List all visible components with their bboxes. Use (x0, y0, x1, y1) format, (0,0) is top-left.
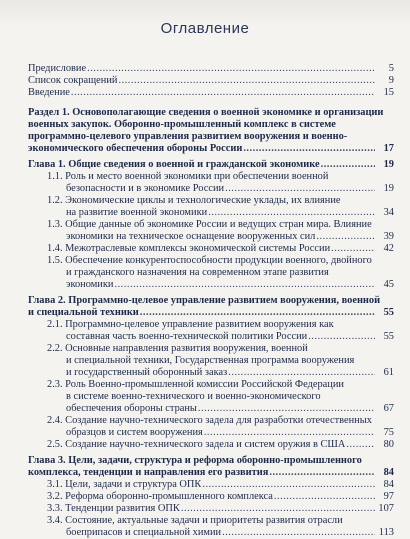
toc-chapter-title: Глава 2. Программно-целевое управление развитием вооружения, военной (28, 295, 381, 306)
toc-section-line: 2.1. Программно-целевое управление развитием вооружения как (47, 319, 334, 330)
leader-dots (204, 427, 375, 439)
toc-section-line: 3.2. Реформа оборонно-промышленного комплекса (47, 491, 273, 502)
toc-part-line: Раздел 1. Основополагающие сведения о военной экономике и организации (28, 107, 384, 118)
toc-part-1[interactable] (28, 107, 394, 155)
toc-section-line: 1.3. Общие данные об экономике России и ведущих стран мира. Влияние (47, 219, 372, 230)
toc-page-number: 84 (383, 479, 394, 490)
toc-section-line: 1.1. Роль и место военной экономики при обеспечении военной (47, 171, 329, 182)
toc-section-2-5[interactable] (28, 439, 394, 451)
toc-section-line: составная часть военно-технической политики России (66, 331, 308, 342)
toc-entry-preface[interactable] (28, 63, 394, 75)
leader-dots (346, 439, 375, 451)
toc-section-2-4[interactable] (28, 415, 394, 439)
leader-dots (118, 75, 375, 87)
toc-page-number: 55 (383, 331, 394, 342)
toc-part-line: военных закупок. Оборонно-промышленный комплекс в системе (28, 119, 336, 130)
toc-section-line: 2.3. Роль Военно-промышленной комиссии Российской Федерации (47, 379, 344, 390)
toc-chapter-2[interactable] (28, 295, 394, 319)
toc-chapter-3[interactable] (28, 455, 394, 479)
toc-page-number: 34 (383, 207, 394, 218)
toc-chapter-title: и специальной техники (28, 307, 139, 318)
table-of-contents (28, 63, 394, 539)
toc-section-line: 2.4. Создание научно-технического задела для разработки отечественных (47, 415, 372, 426)
leader-dots (181, 503, 375, 515)
toc-page-number: 75 (383, 427, 394, 438)
page-title: Оглавление (160, 20, 250, 37)
toc-section-2-2[interactable] (28, 343, 394, 379)
leader-dots (140, 307, 375, 319)
toc-part-line: экономического обеспечения обороны России (28, 143, 243, 154)
toc-section-3-2[interactable] (28, 491, 394, 503)
toc-page-number: 9 (388, 75, 394, 86)
toc-page-number: 84 (383, 467, 394, 478)
toc-entry-label: Предисловие (28, 63, 87, 74)
toc-section-2-3[interactable] (28, 379, 394, 415)
leader-dots (202, 479, 375, 491)
toc-section-line: 3.3. Тенденции развития ОПК (47, 503, 180, 514)
leader-dots (222, 527, 375, 539)
leader-dots (321, 159, 375, 171)
toc-section-line: и гражданского назначения на современном этапе развития (66, 267, 329, 278)
leader-dots (316, 231, 375, 243)
toc-chapter-title: комплекса, тенденции и направления его развития (28, 467, 269, 478)
leader-dots (87, 63, 375, 75)
toc-section-1-3[interactable] (28, 219, 394, 243)
leader-dots (243, 143, 375, 155)
toc-page-number: 107 (378, 503, 394, 514)
toc-entry-label: Список сокращений (28, 75, 118, 86)
toc-section-line: 1.2. Экономические циклы и технологические уклады, их влияние (47, 195, 341, 206)
toc-chapter-1[interactable] (28, 159, 394, 171)
toc-entry-introduction[interactable] (28, 87, 394, 99)
toc-chapter-title: Глава 3. Цели, задачи, структура и реформа оборонно-промышленного (28, 455, 362, 466)
leader-dots (225, 183, 375, 195)
toc-section-line: безопасности и в экономике России (66, 183, 225, 194)
toc-part-line: программно-целевого управления развитием вооружения и военно- (28, 131, 348, 142)
toc-page-number: 39 (383, 231, 394, 242)
toc-section-line: образцов и систем вооружения (66, 427, 203, 438)
toc-page-number: 42 (383, 243, 394, 254)
leader-dots (71, 87, 375, 99)
toc-section-3-1[interactable] (28, 479, 394, 491)
toc-page-number: 113 (378, 527, 394, 538)
toc-section-line: и государственный оборонный заказ (66, 367, 228, 378)
toc-section-line: экономики (66, 279, 114, 290)
leader-dots (308, 331, 375, 343)
toc-page-number: 15 (383, 87, 394, 98)
toc-section-line: 2.5. Создание научно-технического задела и систем оружия в США (47, 439, 346, 450)
toc-section-line: 2.2. Основные направления развития вооружения, военной (47, 343, 308, 354)
leader-dots (198, 403, 375, 415)
toc-section-line: экономики на техническое оснащение вооруженных сил (66, 231, 316, 242)
toc-page-number: 45 (383, 279, 394, 290)
toc-entry-abbreviations[interactable] (28, 75, 394, 87)
leader-dots (208, 207, 375, 219)
toc-section-line: в системе военно-технического и военно-экономического (66, 391, 321, 402)
toc-section-line: 3.1. Цели, задачи и структура ОПК (47, 479, 202, 490)
toc-entry-label: Введение (28, 87, 70, 98)
toc-section-3-3[interactable] (28, 503, 394, 515)
toc-page-number: 67 (383, 403, 394, 414)
toc-page-number: 80 (383, 439, 394, 450)
leader-dots (269, 467, 375, 479)
toc-section-2-1[interactable] (28, 319, 394, 343)
toc-section-1-2[interactable] (28, 195, 394, 219)
toc-section-line: боеприпасов и специальной химии (66, 527, 222, 538)
toc-section-1-5[interactable] (28, 255, 394, 291)
toc-page-number: 97 (383, 491, 394, 502)
leader-dots (331, 243, 375, 255)
leader-dots (274, 491, 375, 503)
toc-page-number: 17 (383, 143, 394, 154)
toc-page-number: 61 (383, 367, 394, 378)
toc-section-line: обеспечения обороны страны (66, 403, 197, 414)
toc-section-line: 1.4. Межотраслевые комплексы экономической системы России (47, 243, 331, 254)
toc-page-number: 19 (383, 183, 394, 194)
toc-section-line: на развитие военной экономики (66, 207, 208, 218)
toc-page-number: 5 (388, 63, 394, 74)
leader-dots (114, 279, 375, 291)
toc-section-1-1[interactable] (28, 171, 394, 195)
toc-section-line: и специальной техники, Государственная программа вооружения (66, 355, 355, 366)
toc-page-number: 55 (383, 307, 394, 318)
toc-section-line: 3.4. Состояние, актуальные задачи и приоритеты развития отрасли (47, 515, 343, 526)
toc-section-1-4[interactable] (28, 243, 394, 255)
leader-dots (228, 367, 375, 379)
toc-section-line: 1.5. Обеспечение конкурентоспособности продукции военного, двойного (47, 255, 372, 266)
toc-section-3-4[interactable] (28, 515, 394, 539)
toc-chapter-title: Глава 1. Общие сведения о военной и гражданской экономике (28, 159, 320, 170)
toc-page-number: 19 (383, 159, 394, 170)
